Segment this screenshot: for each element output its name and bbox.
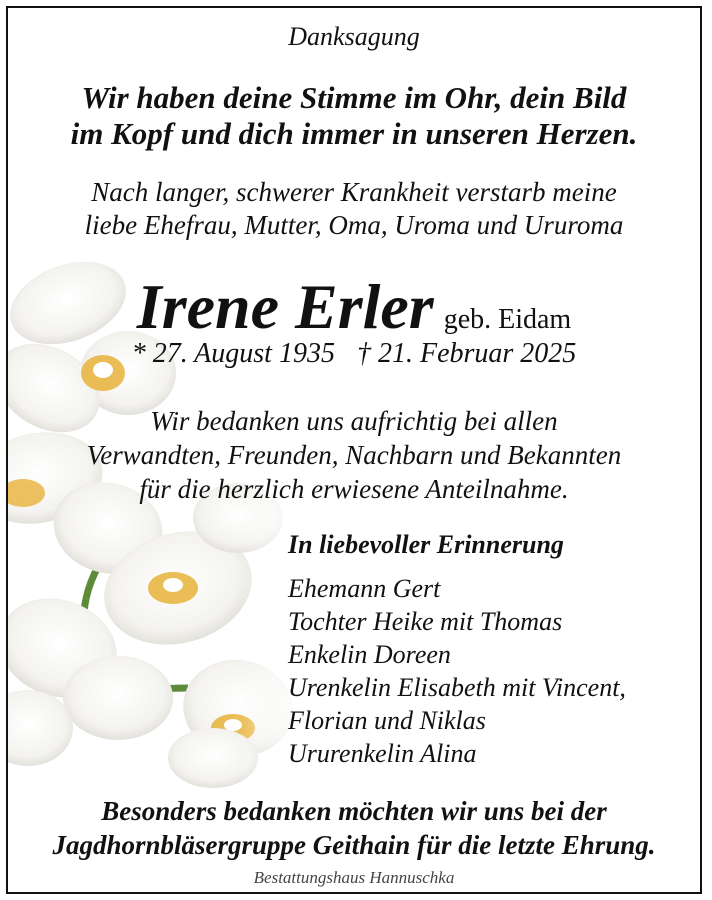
motto-line-2: im Kopf und dich immer in unseren Herzen.: [70, 116, 638, 151]
thanks-line-3: für die herzlich erwiesene Anteilnahme.: [139, 474, 569, 504]
intro-line-2: liebe Ehefrau, Mutter, Oma, Uroma und Ururoma: [84, 210, 624, 240]
mourner-line: Tochter Heike mit Thomas: [288, 607, 563, 636]
death-date: † 21. Februar 2025: [356, 338, 577, 369]
thanks-line-1: Wir bedanken uns aufrichtig bei allen: [150, 406, 558, 436]
obituary-notice: [6, 6, 702, 894]
mourner-line: Ehemann Gert: [288, 574, 441, 603]
closing-line-2: Jagdhornbläsergruppe Geithain für die letzte Ehrung.: [52, 830, 656, 860]
mourner-line: Ururenkelin Alina: [288, 739, 477, 768]
deceased-name: Irene Erler: [136, 271, 434, 342]
memory-title: In liebevoller Erinnerung: [288, 530, 564, 559]
mourner-line: Florian und Niklas: [288, 706, 486, 735]
mourner-line: Enkelin Doreen: [288, 640, 451, 669]
intro-line-1: Nach langer, schwerer Krankheit verstarb meine: [91, 177, 617, 207]
motto-line-1: Wir haben deine Stimme im Ohr, dein Bild: [81, 80, 627, 115]
funeral-home: Bestattungshaus Hannuschka: [253, 868, 455, 887]
thanks-line-2: Verwandten, Freunden, Nachbarn und Bekannten: [86, 440, 622, 470]
life-dates: [8, 338, 700, 370]
deceased-name-row: [8, 270, 700, 344]
notice-heading: Danksagung: [288, 22, 420, 51]
mourner-line: Urenkelin Elisabeth mit Vincent,: [288, 673, 626, 702]
mourners-list: [288, 572, 626, 770]
closing-line-1: Besonders bedanken möchten wir uns bei der: [101, 796, 607, 826]
birth-date: * 27. August 1935: [131, 338, 335, 369]
birth-name: geb. Eidam: [443, 304, 572, 335]
